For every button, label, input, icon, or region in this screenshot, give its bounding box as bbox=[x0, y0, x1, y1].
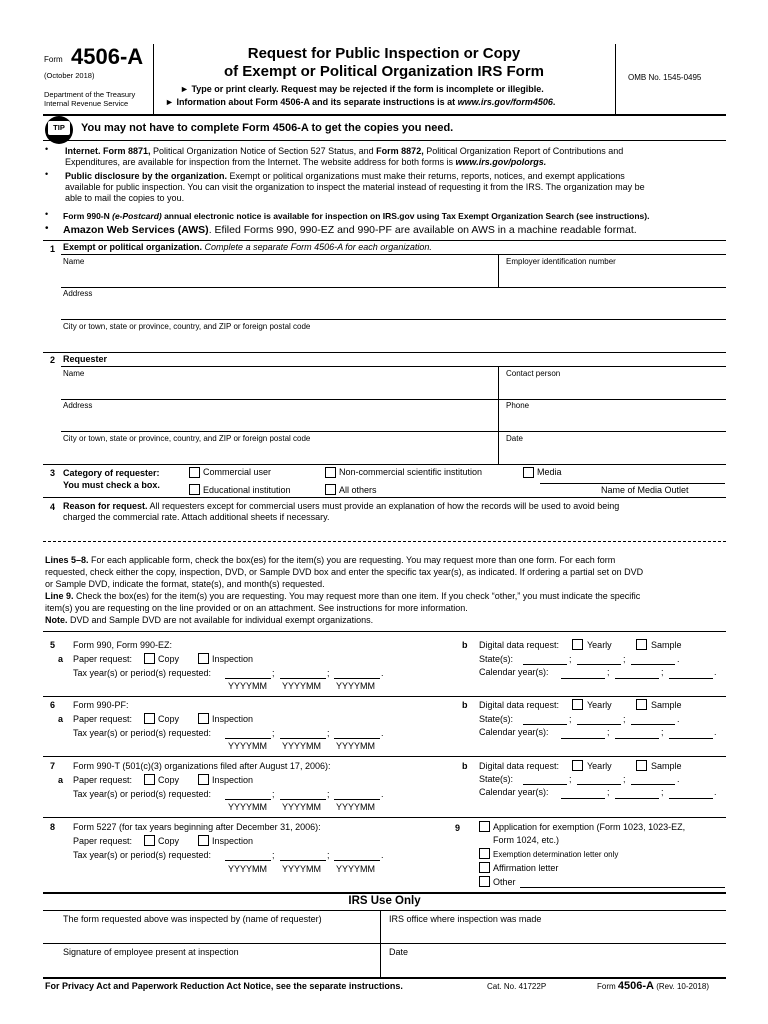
ein-label: Employer identification number bbox=[506, 257, 616, 266]
org-address-input[interactable] bbox=[61, 300, 725, 318]
dept-line2: Internal Revenue Service bbox=[44, 99, 129, 108]
irs-date-label: Date bbox=[389, 947, 409, 957]
line7-inspection-checkbox[interactable] bbox=[198, 774, 209, 785]
phone-input[interactable] bbox=[500, 412, 725, 430]
polorgs-link[interactable]: www.irs.gov/polorgs. bbox=[455, 157, 547, 167]
media-outlet-label: Name of Media Outlet bbox=[601, 485, 689, 495]
line6-state1[interactable] bbox=[523, 724, 567, 725]
line6-cal3[interactable] bbox=[669, 738, 713, 739]
line5-state1[interactable] bbox=[523, 664, 567, 665]
line7-sample-checkbox[interactable] bbox=[636, 760, 647, 771]
privacy-notice: For Privacy Act and Paperwork Reduction Act Notice, see the separate instructions. bbox=[45, 981, 403, 991]
bullet-public-disclosure: Public disclosure by the organization. Exempt or political organizations must make their returns, reports, notices, and exempt applications bbox=[65, 171, 625, 181]
form-title-line1: Request for Public Inspection or Copy bbox=[247, 45, 521, 62]
bullet-aws: Amazon Web Services (AWS). Efiled Forms 990, 990-EZ and 990-PF are available on AWS in a machine readable format. bbox=[63, 224, 637, 236]
requester-city-label: City or town, state or province, country, and ZIP or foreign postal code bbox=[63, 434, 311, 443]
line6-sample-checkbox[interactable] bbox=[636, 699, 647, 710]
line8-copy-checkbox[interactable] bbox=[144, 835, 155, 846]
media-checkbox[interactable] bbox=[523, 467, 534, 478]
line6-cal2[interactable] bbox=[615, 738, 659, 739]
commercial-user-label: Commercial user bbox=[203, 467, 272, 477]
org-city-input[interactable] bbox=[61, 333, 725, 351]
line2-title: Requester bbox=[63, 354, 108, 364]
bullet-internet: Internet. Form 8871, Political Organization Notice of Section 527 Status, and Form 8872, Political Organization Report of Contributions and bbox=[65, 146, 624, 156]
form-title-line2: of Exempt or Political Organization IRS Form bbox=[223, 63, 545, 80]
subtitle-2: Information about Form 4506-A and its separate instructions is at bbox=[176, 97, 458, 107]
line6-inspection-checkbox[interactable] bbox=[198, 713, 209, 724]
org-city-label: City or town, state or province, country, and ZIP or foreign postal code bbox=[63, 322, 311, 331]
line6-year1[interactable] bbox=[225, 738, 271, 739]
line7-state2[interactable] bbox=[577, 784, 621, 785]
line5-year2[interactable] bbox=[280, 678, 326, 679]
line7-copy-checkbox[interactable] bbox=[144, 774, 155, 785]
all-others-label: All others bbox=[339, 485, 377, 495]
org-address-label: Address bbox=[63, 289, 93, 298]
line7-state3[interactable] bbox=[631, 784, 675, 785]
line3-title-1: Category of requester: bbox=[63, 468, 160, 478]
line6-year2[interactable] bbox=[280, 738, 326, 739]
line6-cal1[interactable] bbox=[561, 738, 605, 739]
educational-checkbox[interactable] bbox=[189, 484, 200, 495]
line7-cal3[interactable] bbox=[669, 798, 713, 799]
line5-state3[interactable] bbox=[631, 664, 675, 665]
ein-input[interactable] bbox=[500, 268, 725, 286]
requester-name-label: Name bbox=[63, 369, 85, 378]
line8-year2[interactable] bbox=[280, 860, 326, 861]
determination-letter-checkbox[interactable] bbox=[479, 848, 490, 859]
form4506-link[interactable]: www.irs.gov/form4506 bbox=[457, 97, 553, 107]
line8-year3[interactable] bbox=[334, 860, 380, 861]
line6-state3[interactable] bbox=[631, 724, 675, 725]
line8-inspection-checkbox[interactable] bbox=[198, 835, 209, 846]
requester-address-input[interactable] bbox=[61, 412, 497, 430]
commercial-user-checkbox[interactable] bbox=[189, 467, 200, 478]
instructions-lines-5-8: Lines 5–8. For each applicable form, check the box(es) for the item(s) you are requesting. You may request more than one form. For each form bbox=[45, 555, 616, 565]
form-label: Form bbox=[44, 55, 63, 64]
line6-copy-checkbox[interactable] bbox=[144, 713, 155, 724]
line5-inspection-checkbox[interactable] bbox=[198, 653, 209, 664]
line7-yearly-checkbox[interactable] bbox=[572, 760, 583, 771]
line5-year3[interactable] bbox=[334, 678, 380, 679]
form-number: 4506-A bbox=[71, 44, 144, 69]
line7-title: Form 990-T (501(c)(3) organizations filed after August 17, 2006): bbox=[73, 761, 331, 771]
other-checkbox[interactable] bbox=[479, 876, 490, 887]
other-input[interactable] bbox=[520, 887, 725, 888]
inspected-by-label: The form requested above was inspected by (name of requester) bbox=[63, 914, 322, 924]
irs-office-label: IRS office where inspection was made bbox=[389, 914, 542, 924]
instructions-line-9: Line 9. Check the box(es) for the item(s) you are requesting. You may request more than one item. If you check “other,” you must indicate the specific bbox=[45, 591, 641, 601]
line7-year2[interactable] bbox=[280, 799, 326, 800]
line7-cal1[interactable] bbox=[561, 798, 605, 799]
line5-year1[interactable] bbox=[225, 678, 271, 679]
bullet-990n: Form 990-N (e-Postcard) annual electronic notice is available for inspection on IRS.gov using Tax Exempt Organization Search (see instructions). bbox=[63, 211, 650, 221]
signature-label: Signature of employee present at inspection bbox=[63, 947, 239, 957]
arrow-icon: ► bbox=[180, 84, 189, 94]
line7-cal2[interactable] bbox=[615, 798, 659, 799]
contact-person-input[interactable] bbox=[500, 380, 725, 398]
line6-state2[interactable] bbox=[577, 724, 621, 725]
media-outlet-input[interactable] bbox=[540, 472, 725, 484]
date-label: Date bbox=[506, 434, 523, 443]
footer-form-id: Form 4506-A (Rev. 10-2018) bbox=[597, 980, 709, 992]
line8-year1[interactable] bbox=[225, 860, 271, 861]
date-input[interactable] bbox=[500, 445, 725, 463]
line5-cal1[interactable] bbox=[561, 678, 605, 679]
line3-title-2: You must check a box. bbox=[63, 480, 160, 490]
educational-label: Educational institution bbox=[203, 485, 291, 495]
line6-yearly-checkbox[interactable] bbox=[572, 699, 583, 710]
omb-number: OMB No. 1545-0495 bbox=[628, 73, 702, 82]
line1-title: Exempt or political organization. Complete a separate Form 4506-A for each organization. bbox=[63, 242, 432, 252]
noncommercial-checkbox[interactable] bbox=[325, 467, 336, 478]
media-label: Media bbox=[537, 467, 562, 477]
instructions-note: Note. DVD and Sample DVD are not available for individual exempt organizations. bbox=[45, 615, 374, 625]
line5-cal2[interactable] bbox=[615, 678, 659, 679]
contact-person-label: Contact person bbox=[506, 369, 561, 378]
line5-title: Form 990, Form 990-EZ: bbox=[73, 640, 173, 650]
subtitle-1: Type or print clearly. Request may be rejected if the form is incomplete or illegible. bbox=[191, 84, 544, 94]
cat-number: Cat. No. 41722P bbox=[487, 982, 547, 991]
tip-text: You may not have to complete Form 4506-A to get the copies you need. bbox=[81, 122, 454, 134]
tip-icon: TIP bbox=[48, 121, 70, 135]
requester-name-input[interactable] bbox=[61, 380, 497, 398]
affirmation-letter-label: Affirmation letter bbox=[493, 863, 559, 873]
arrow-icon: ► bbox=[165, 97, 174, 107]
line5-copy-checkbox[interactable] bbox=[144, 653, 155, 664]
line4-text1: Reason for request. All requesters except for commercial users must provide an explanation of how the records will be used to avoid being bbox=[63, 501, 620, 511]
application-exemption-label: Application for exemption (Form 1023, 1023-EZ, bbox=[493, 822, 686, 832]
all-others-checkbox[interactable] bbox=[325, 484, 336, 495]
noncommercial-label: Non-commercial scientific institution bbox=[339, 467, 483, 477]
line5-cal3[interactable] bbox=[669, 678, 713, 679]
determination-letter-label: Exemption determination letter only bbox=[493, 850, 619, 859]
other-label: Other bbox=[493, 877, 516, 887]
affirmation-letter-checkbox[interactable] bbox=[479, 862, 490, 873]
application-exemption-checkbox[interactable] bbox=[479, 821, 490, 832]
line6-title: Form 990-PF: bbox=[73, 700, 129, 710]
irs-use-title: IRS Use Only bbox=[348, 895, 421, 907]
line5-sample-checkbox[interactable] bbox=[636, 639, 647, 650]
line7-year3[interactable] bbox=[334, 799, 380, 800]
line6-year3[interactable] bbox=[334, 738, 380, 739]
line5-yearly-checkbox[interactable] bbox=[572, 639, 583, 650]
line8-title: Form 5227 (for tax years beginning after December 31, 2006): bbox=[73, 822, 321, 832]
dept-line1: Department of the Treasury bbox=[44, 90, 136, 99]
requester-address-label: Address bbox=[63, 401, 93, 410]
phone-label: Phone bbox=[506, 401, 530, 410]
line5-state2[interactable] bbox=[577, 664, 621, 665]
org-name-input[interactable] bbox=[61, 268, 497, 286]
requester-city-input[interactable] bbox=[61, 445, 497, 463]
reason-input[interactable] bbox=[61, 525, 725, 541]
line7-year1[interactable] bbox=[225, 799, 271, 800]
form-edition: (October 2018) bbox=[44, 71, 95, 80]
org-name-label: Name bbox=[63, 257, 85, 266]
line7-state1[interactable] bbox=[523, 784, 567, 785]
